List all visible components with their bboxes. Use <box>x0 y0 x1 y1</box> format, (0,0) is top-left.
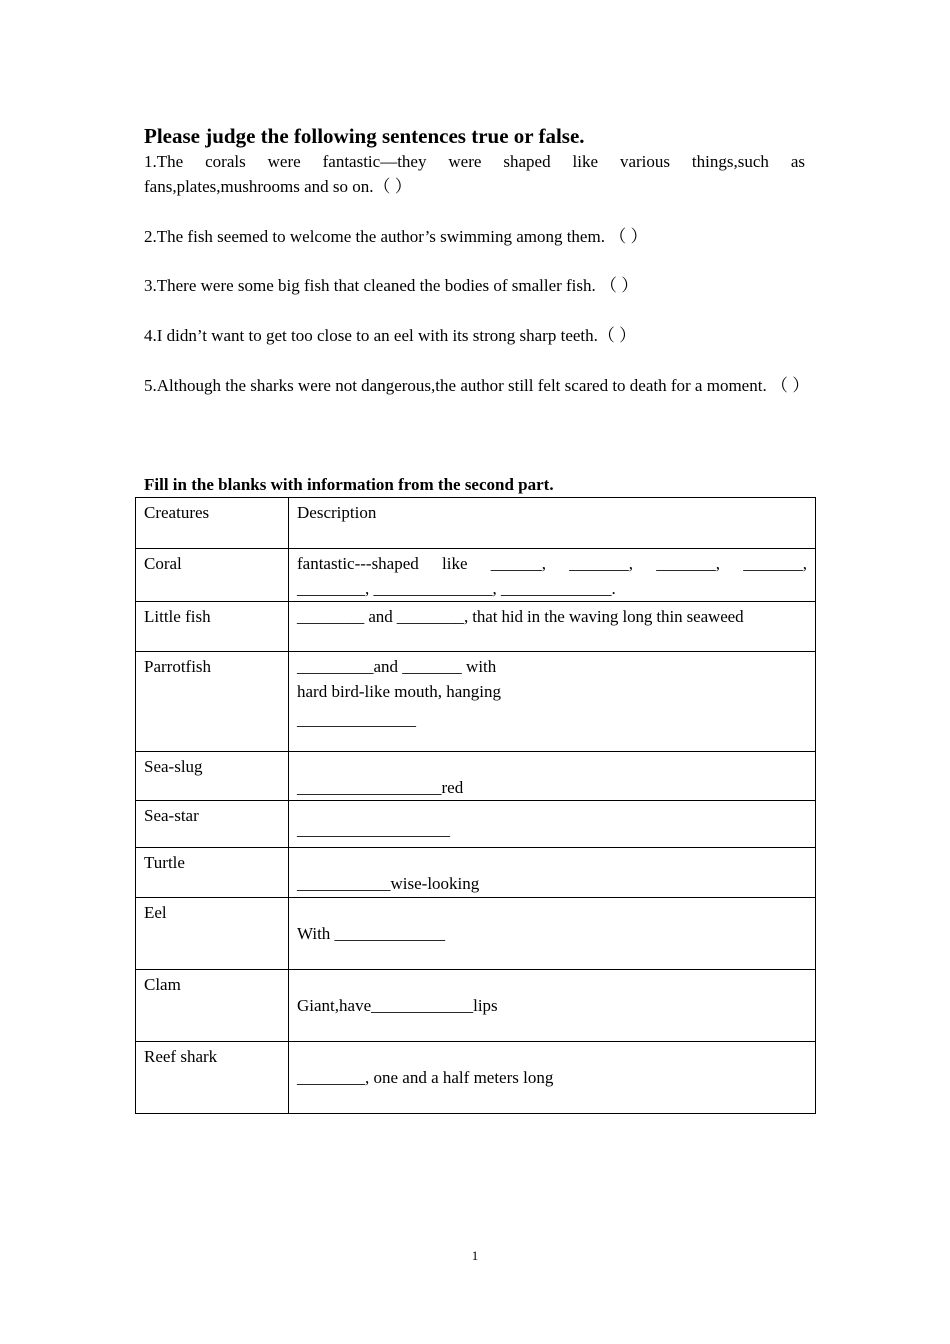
description-line: ___________wise-looking <box>297 874 480 893</box>
question-3: 3.There were some big fish that cleaned the bodies of smaller fish. （ ） <box>144 276 639 295</box>
description-cell <box>289 602 816 652</box>
description-line: _________and _______ with <box>297 657 497 676</box>
description-line: ________ and ________, that hid in the waving long thin seaweed <box>297 607 744 626</box>
creature-cell: Turtle <box>136 848 289 898</box>
question-5: 5.Although the sharks were not dangerous,the author still felt scared to death for a moment. （ ） <box>144 376 810 395</box>
creature-cell: Sea-star <box>136 801 289 848</box>
section2-title: Fill in the blanks with information from the second part. <box>144 475 554 494</box>
question-1: 1.The corals were fantastic—they were shaped like various things,such as fans,plates,mushrooms and so on.（ ） <box>144 152 805 196</box>
creature-cell: Parrotfish <box>136 652 289 752</box>
description-cell <box>289 801 816 848</box>
table-row <box>136 898 816 970</box>
description-line: ______________ <box>297 710 416 729</box>
table-row <box>136 549 816 602</box>
section1-title: Please judge the following sentences true or false. <box>144 124 585 148</box>
description-cell <box>289 652 816 752</box>
creature-cell: Reef shark <box>136 1042 289 1114</box>
table-row <box>136 970 816 1042</box>
description-cell <box>289 752 816 801</box>
creatures-table <box>135 497 816 1114</box>
description-line: Giant,have____________lips <box>297 996 498 1015</box>
creature-cell: Little fish <box>136 602 289 652</box>
description-line: ________, one and a half meters long <box>297 1068 554 1087</box>
creature-cell: Eel <box>136 898 289 970</box>
description-cell <box>289 848 816 898</box>
table-header-row <box>136 498 816 549</box>
header-creatures: Creatures <box>136 498 289 549</box>
table-row <box>136 752 816 801</box>
question-2: 2.The fish seemed to welcome the author’s swimming among them. （ ） <box>144 227 648 246</box>
description-line: fantastic---shaped like ______, _______, _______, _______, <box>297 554 807 573</box>
description-line: __________________ <box>297 820 450 839</box>
page-number: 1 <box>471 1248 479 1263</box>
table-row <box>136 652 816 752</box>
question-4: 4.I didn’t want to get too close to an eel with its strong sharp teeth.（ ） <box>144 326 637 345</box>
table-row <box>136 801 816 848</box>
description-cell <box>289 549 816 602</box>
description-line: hard bird-like mouth, hanging <box>297 682 501 701</box>
description-line: ________, ______________, _____________. <box>297 579 616 598</box>
description-cell <box>289 898 816 970</box>
creature-cell: Coral <box>136 549 289 602</box>
description-cell <box>289 1042 816 1114</box>
description-line: With _____________ <box>297 924 446 943</box>
table-row <box>136 1042 816 1114</box>
description-cell <box>289 970 816 1042</box>
description-line: _________________red <box>297 778 464 797</box>
header-description: Description <box>289 498 816 549</box>
table-row <box>136 602 816 652</box>
table-row <box>136 848 816 898</box>
creature-cell: Sea-slug <box>136 752 289 801</box>
creature-cell: Clam <box>136 970 289 1042</box>
